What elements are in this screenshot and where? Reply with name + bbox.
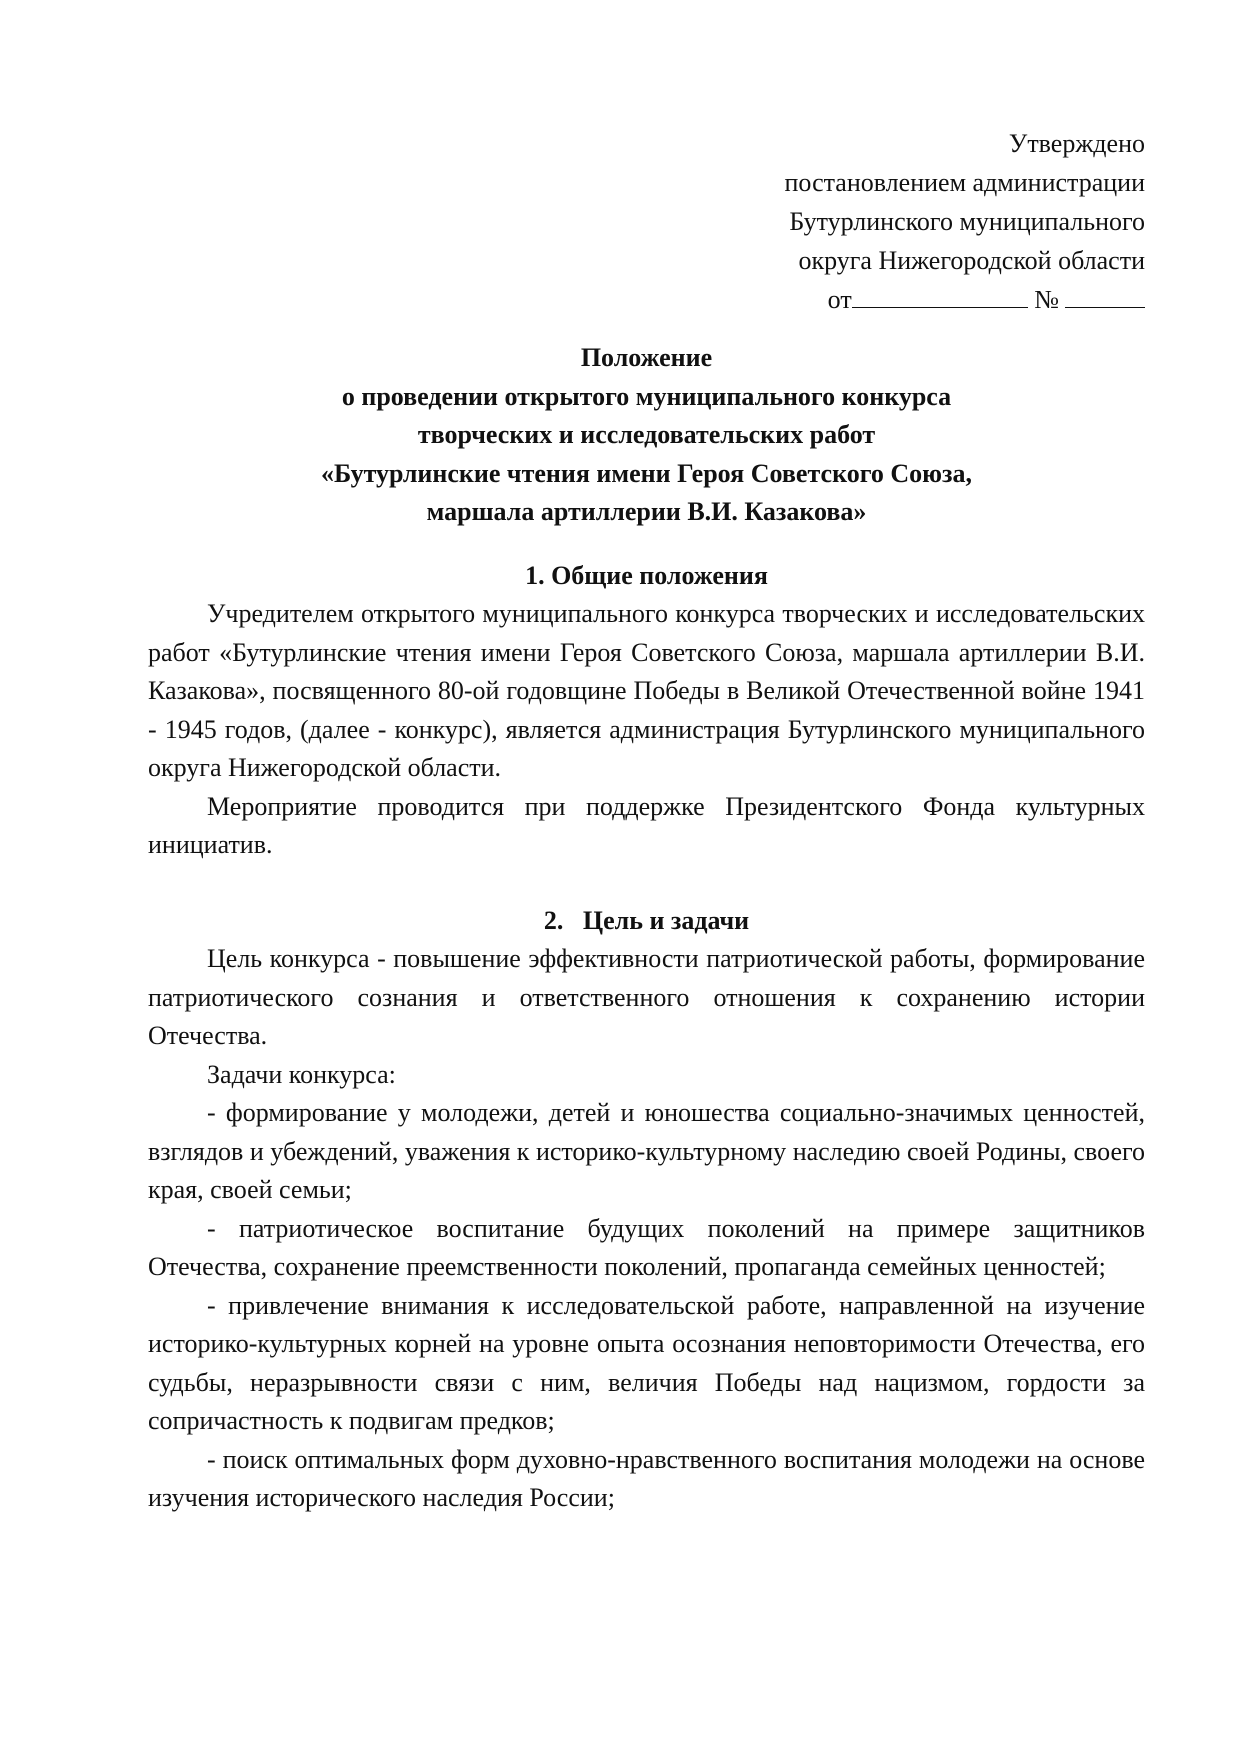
- title-line: творческих и исследовательских работ: [417, 420, 876, 449]
- paragraph: Задачи конкурса:: [207, 1059, 396, 1089]
- approval-line: округа Нижегородской области: [798, 246, 1145, 275]
- list-item: - формирование у молодежи, детей и юношества социально-значимых ценностей, взглядов и убеждений, уважения к историко-культурному наследию своей Родины, своего края, своей семьи;: [148, 1098, 1145, 1204]
- number-blank: [1065, 285, 1145, 308]
- title-line: «Бутурлинские чтения имени Героя Советского Союза,: [321, 458, 972, 488]
- approval-line: Бутурлинского муниципального: [789, 207, 1145, 236]
- date-prefix: от: [827, 285, 852, 314]
- title-line: о проведении открытого муниципального конкурса: [341, 381, 952, 411]
- paragraph: Мероприятие проводится при поддержке Президентского Фонда культурных инициатив.: [148, 791, 1145, 859]
- list-item: - поиск оптимальных форм духовно-нравственного воспитания молодежи на основе изучения исторического наследия России;: [148, 1444, 1145, 1512]
- title-line: маршала артиллерии В.И. Казакова»: [426, 497, 867, 526]
- approval-line: постановлением администрации: [784, 168, 1145, 197]
- paragraph: Цель конкурса - повышение эффективности патриотической работы, формирование патриотического сознания и ответственного отношения к сохранению истории Отечества.: [148, 944, 1145, 1050]
- date-blank: [852, 285, 1028, 308]
- approval-line: Утверждено: [1008, 129, 1145, 158]
- paragraph: Учредителем открытого муниципального конкурса творческих и исследовательских работ «Бутурлинские чтения имени Героя Советского Союза, маршала артиллерии В.И. Казакова», посвященного 80-ой годовщине Победы в Великой Отечественной войне 1941 - 1945 годов, (далее - конкурс), является администрация Бутурлинского муниципального округа Нижегородской области.: [148, 599, 1145, 782]
- title-line: Положение: [580, 343, 713, 372]
- section-heading-general: 1. Общие положения: [525, 560, 768, 590]
- list-item: - привлечение внимания к исследовательской работе, направленной на изучение историко-культурных корней на уровне опыта осознания неповторимости Отечества, его судьбы, неразрывности связи с ним, величия Победы над нацизмом, гордости за сопричастность к подвигам предков;: [148, 1290, 1145, 1435]
- list-item: - патриотическое воспитание будущих поколений на примере защитников Отечества, сохранение преемственности поколений, пропаганда семейных ценностей;: [148, 1213, 1145, 1281]
- document-title: [148, 339, 1145, 532]
- section-heading-goals: 2. Цель и задачи: [543, 905, 750, 935]
- number-sign: №: [1034, 285, 1059, 314]
- approval-date-line: [148, 280, 1145, 319]
- approval-block: [148, 124, 1145, 319]
